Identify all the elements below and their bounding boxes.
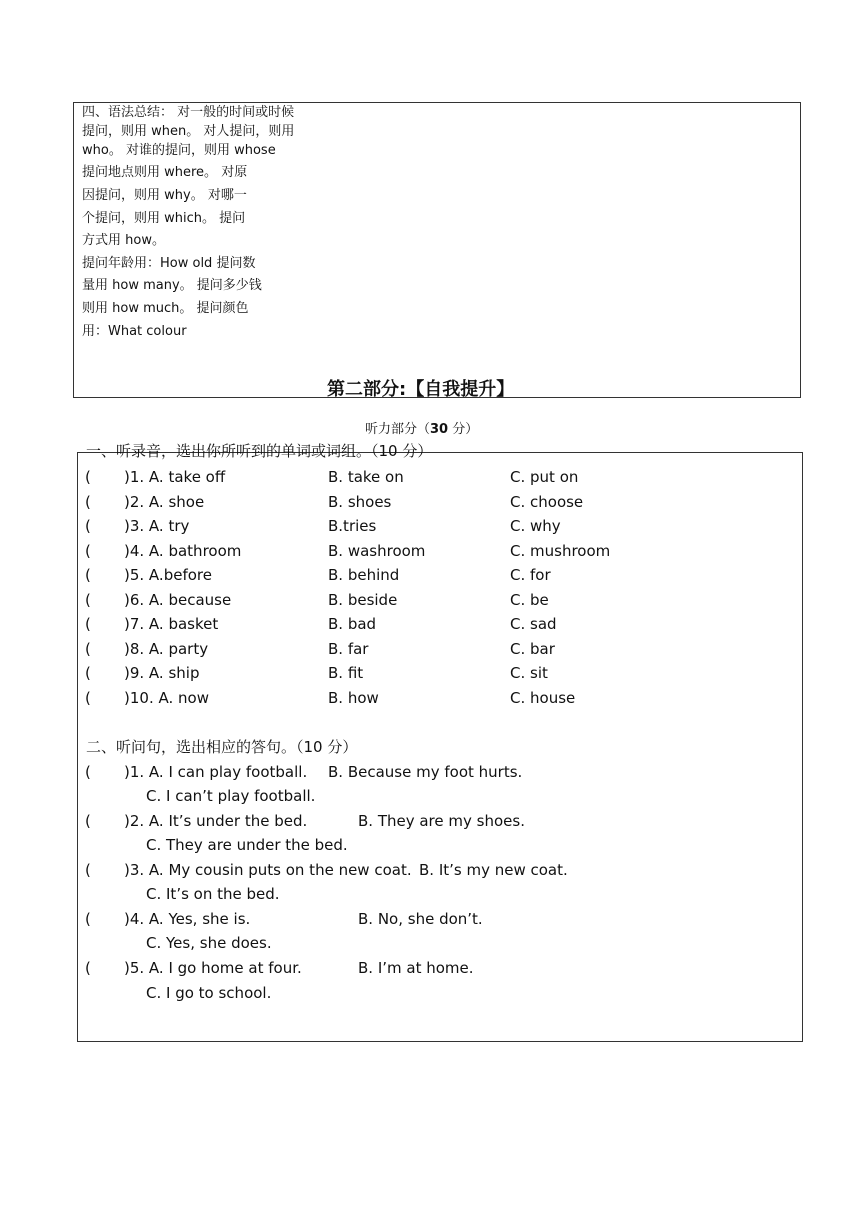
grammar-line: 提问，则用 when。 对人提问，则用 [82, 124, 295, 139]
option-c: C. house [510, 689, 576, 707]
answer-paren: ( [85, 591, 91, 609]
answer-paren: ( [85, 493, 91, 511]
option-a: )7. A. basket [124, 615, 219, 633]
grammar-line: 方式用 how。 [82, 233, 165, 248]
option-a: )5. A. I go home at four. [124, 959, 302, 977]
answer-paren: ( [85, 910, 91, 928]
option-c: C. choose [510, 493, 584, 511]
option-a: )4. A. Yes, she is. [124, 910, 251, 928]
grammar-line: 因提问，则用 why。 对哪一 [82, 188, 247, 203]
option-c: C. bar [510, 640, 555, 658]
option-a: )3. A. try [124, 517, 190, 535]
option-b: B. Because my foot hurts. [328, 763, 523, 781]
answer-paren: ( [85, 542, 91, 560]
option-c: C. for [510, 566, 551, 584]
option-b: B. behind [328, 566, 400, 584]
option-b: B. how [328, 689, 379, 707]
option-a: )5. A.before [124, 566, 212, 584]
section1-title: 一、听录音，选出你所听到的单词或词组。（10 分） [86, 442, 433, 460]
option-c: C. mushroom [510, 542, 611, 560]
option-b: B. far [328, 640, 369, 658]
option-c: C. I can’t play football. [146, 787, 316, 805]
answer-paren: ( [85, 812, 91, 830]
grammar-line: 提问年龄用：How old 提问数 [82, 256, 256, 271]
answer-paren: ( [85, 517, 91, 535]
grammar-line: who。 对谁的提问，则用 whose [82, 143, 276, 158]
option-b: B. fit [328, 664, 364, 682]
option-b: B. beside [328, 591, 398, 609]
option-b: B. take on [328, 468, 404, 486]
listening-suffix: 分） [448, 422, 479, 437]
option-b: B. bad [328, 615, 377, 633]
option-a: )4. A. bathroom [124, 542, 242, 560]
option-c: C. Yes, she does. [146, 934, 272, 952]
grammar-line: 则用 how much。 提问颜色 [82, 301, 249, 316]
option-a: )2. A. It’s under the bed. [124, 812, 308, 830]
option-b: B. washroom [328, 542, 426, 560]
option-b: B.tries [328, 517, 377, 535]
option-b: B. They are my shoes. [358, 812, 525, 830]
answer-paren: ( [85, 689, 91, 707]
answer-paren: ( [85, 763, 91, 781]
option-a: )1. A. take off [124, 468, 226, 486]
option-a: )2. A. shoe [124, 493, 205, 511]
grammar-line: 四、语法总结： 对一般的时间或时候 [82, 105, 295, 120]
option-b: B. I’m at home. [358, 959, 474, 977]
option-c: C. sad [510, 615, 557, 633]
grammar-line: 量用 how many。 提问多少钱 [82, 278, 262, 293]
answer-paren: ( [85, 861, 91, 879]
option-c: C. It’s on the bed. [146, 885, 280, 903]
option-a: )3. A. My cousin puts on the new coat. [124, 861, 412, 879]
answer-paren: ( [85, 959, 91, 977]
listening-prefix: 听力部分（ [365, 422, 431, 437]
option-b: B. No, she don’t. [358, 910, 483, 928]
listening-subtitle [365, 418, 478, 437]
section2-title: 二、听问句，选出相应的答句。（10 分） [86, 738, 358, 756]
option-c: C. be [510, 591, 549, 609]
option-c: C. I go to school. [146, 984, 272, 1002]
answer-paren: ( [85, 664, 91, 682]
answer-paren: ( [85, 615, 91, 633]
option-c: C. put on [510, 468, 579, 486]
option-a: )10. A. now [124, 689, 209, 707]
option-a: )1. A. I can play football. [124, 763, 308, 781]
listening-score: 30 [430, 422, 449, 437]
option-c: C. They are under the bed. [146, 836, 348, 854]
option-b: B. It’s my new coat. [419, 861, 568, 879]
option-a: )6. A. because [124, 591, 232, 609]
grammar-line: 提问地点则用 where。 对原 [82, 165, 248, 180]
answer-paren: ( [85, 468, 91, 486]
option-b: B. shoes [328, 493, 392, 511]
option-c: C. why [510, 517, 561, 535]
grammar-line: 个提问，则用 which。 提问 [82, 211, 246, 226]
option-a: )9. A. ship [124, 664, 200, 682]
option-a: )8. A. party [124, 640, 209, 658]
option-c: C. sit [510, 664, 548, 682]
part-title: 第二部分:【自我提升】 [327, 379, 515, 400]
answer-paren: ( [85, 640, 91, 658]
answer-paren: ( [85, 566, 91, 584]
grammar-line: 用：What colour [82, 324, 187, 339]
